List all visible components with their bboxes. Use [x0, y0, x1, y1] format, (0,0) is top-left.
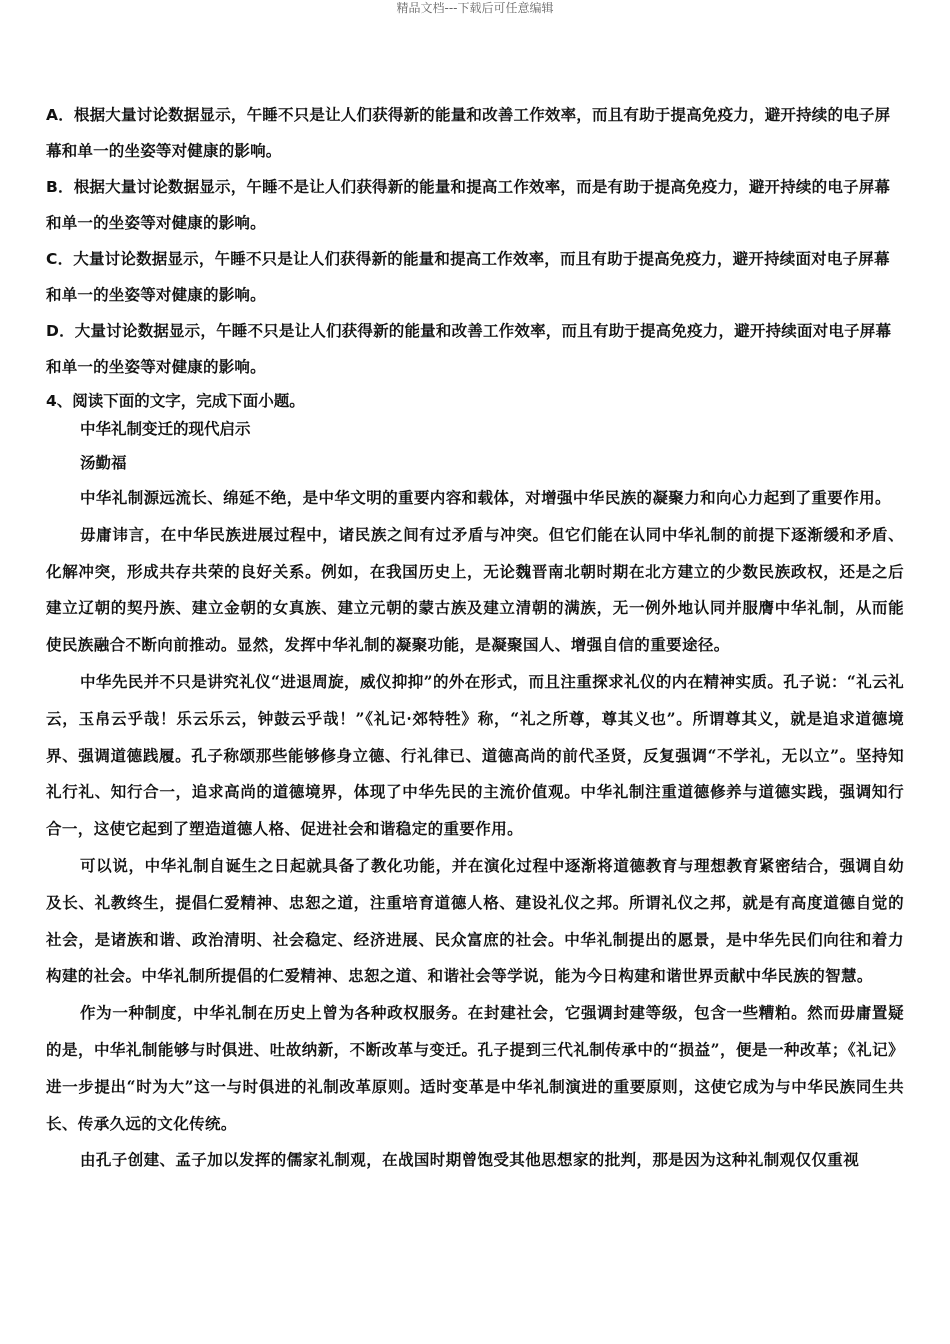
reading-article	[46, 412, 904, 1179]
article-paragraph: 中华礼制源远流长、绵延不绝，是中华文明的重要内容和载体，对增强中华民族的凝聚力和向心力起到了重要作用。	[80, 488, 891, 507]
option-text: 根据大量讨论数据显示，午睡不是让人们获得新的能量和提高工作效率，而是有助于提高免疫力，避开持续的电子屏幕和单一的坐姿等对健康的影响。	[46, 178, 891, 232]
option-label: D．	[46, 322, 75, 340]
option-label: B．	[46, 178, 74, 196]
header-text: 精品文档---下载后可任意编辑	[396, 1, 554, 15]
article-paragraph: 可以说，中华礼制自诞生之日起就具备了教化功能，并在演化过程中逐渐将道德教育与理想教育紧密结合，强调自幼及长、礼教终生，提倡仁爱精神、忠恕之道，注重培育道德人格、建设礼仪之邦。所谓礼仪之邦，就是有高度道德自觉的社会，是诸族和谐、政治清明、社会稳定、经济进展、民众富庶的社会。中华礼制提出的愿景，是中华先民们向往和着力构建的社会。中华礼制所提倡的仁爱精神、忠恕之道、和谐社会等学说，能为今日构建和谐世界贡献中华民族的智慧。	[46, 855, 904, 986]
option-b	[46, 169, 904, 241]
article-author: 汤勤福	[80, 453, 127, 472]
page-header	[0, 0, 950, 16]
option-text: 根据大量讨论数据显示，午睡不只是让人们获得新的能量和改善工作效率，而且有助于提高免疫力，避开持续的电子屏幕和单一的坐姿等对健康的影响。	[46, 106, 891, 160]
option-c	[46, 241, 904, 313]
option-text: 大量讨论数据显示，午睡不只是让人们获得新的能量和提高工作效率，而且有助于提高免疫力，避开持续面对电子屏幕和单一的坐姿等对健康的影响。	[46, 250, 890, 304]
article-paragraph: 中华先民并不只是讲究礼仪“进退周旋，威仪抑抑”的外在形式，而且注重探求礼仪的内在精神实质。孔子说：“礼云礼云，玉帛云乎哉！乐云乐云，钟鼓云乎哉！”《礼记·郊特牲》称，“礼之所尊，尊其义也”。所谓尊其义，就是追求道德境界、强调道德践履。孔子称颂那些能够修身立德、行礼律已、道德高尚的前代圣贤，反复强调“不学礼，无以立”。坚持知礼行礼、知行合一，追求高尚的道德境界，体现了中华先民的主流价值观。中华礼制注重道德修养与道德实践，强调知行合一，这使它起到了塑造道德人格、促进社会和谐稳定的重要作用。	[46, 671, 904, 839]
option-label: C．	[46, 250, 74, 268]
option-label: A．	[46, 106, 74, 124]
answer-options	[46, 97, 904, 418]
article-paragraph: 由孔子创建、孟子加以发挥的儒家礼制观，在战国时期曾饱受其他思想家的批判，那是因为这种礼制观仅仅重视	[80, 1150, 860, 1170]
article-title: 中华礼制变迁的现代启示	[80, 419, 251, 438]
article-paragraph: 毋庸讳言，在中华民族进展过程中，诸民族之间有过矛盾与冲突。但它们能在认同中华礼制的前提下逐渐缓和矛盾、化解冲突，形成共存共荣的良好关系。例如，在我国历史上，无论魏晋南北朝时期在北方建立的少数民族政权，还是之后建立辽朝的契丹族、建立金朝的女真族、建立元朝的蒙古族及建立清朝的满族，无一例外地认同并服膺中华礼制，从而能使民族融合不断向前推动。显然，发挥中华礼制的凝聚功能，是凝聚国人、增强自信的重要途径。	[46, 524, 904, 655]
option-d	[46, 313, 904, 385]
option-text: 大量讨论数据显示，午睡不只是让人们获得新的能量和改善工作效率，而且有助于提高免疫力，避开持续面对电子屏幕和单一的坐姿等对健康的影响。	[46, 322, 892, 376]
article-paragraph: 作为一种制度，中华礼制在历史上曾为各种政权服务。在封建社会，它强调封建等级，包含一些糟粕。然而毋庸置疑的是，中华礼制能够与时俱进、吐故纳新，不断改革与变迁。孔子提到三代礼制传承中的“损益”，便是一种改革；《礼记》进一步提出“时为大”这一与时俱进的礼制改革原则。适时变革是中华礼制演进的重要原则，这使它成为与中华民族同生共长、传承久远的文化传统。	[46, 1003, 904, 1133]
question-prompt: 4、阅读下面的文字，完成下面小题。	[46, 392, 305, 410]
option-a	[46, 97, 904, 169]
